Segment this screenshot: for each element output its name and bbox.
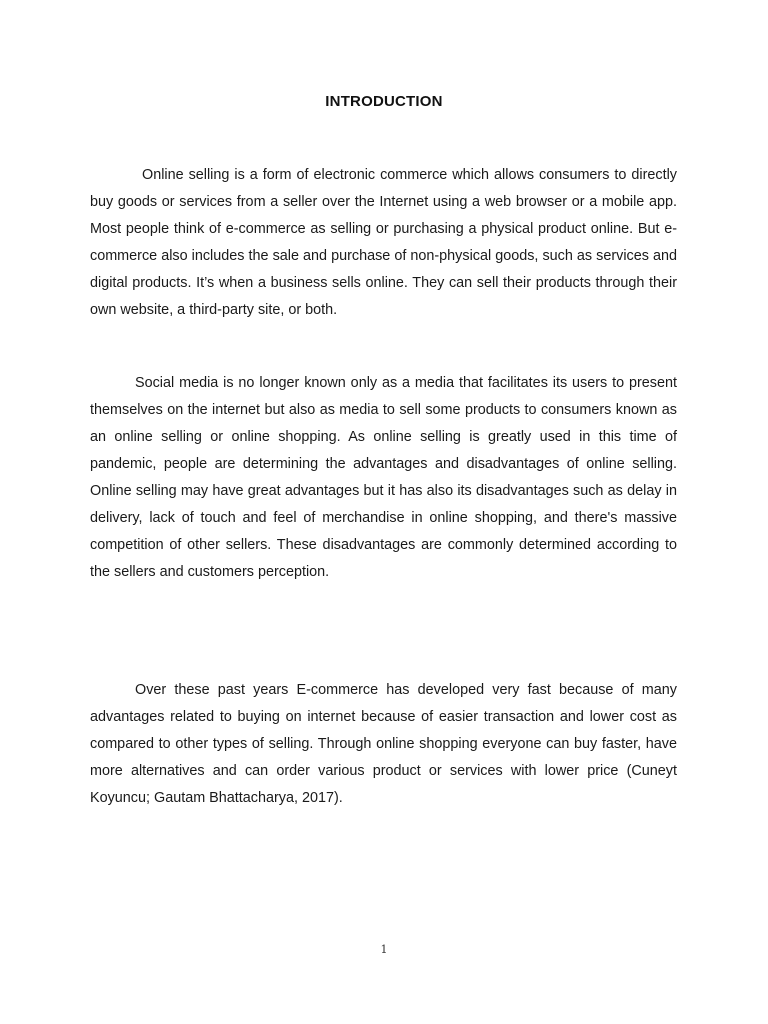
paragraph-ecommerce-growth: Over these past years E-commerce has developed very fast because of many advantages related to buying on internet because of easier transaction and lower cost as compared to other types of selling. Through online shopping everyone can buy faster, have more alternatives and can order various product or services with lower price (Cuneyt Koyuncu; Gautam Bhattacharya, 2017). [90,682,677,806]
page-title: INTRODUCTION [325,93,443,110]
paragraph-social-media: Social media is no longer known only as a media that facilitates its users to present themselves on the internet but also as media to sell some products to consumers known as an online selling or online shopping. As online selling is greatly used in this time of pandemic, people are determining the advantages and disadvantages of online selling. Online selling may have great advantages but it has also its disadvantages such as delay in delivery, lack of touch and feel of merchandise in online shopping, and there's massive competition of other sellers. These disadvantages are commonly determined according to the sellers and customers perception. [90,375,677,580]
page-number: 1 [380,943,388,956]
paragraph-online-selling: Online selling is a form of electronic commerce which allows consumers to directly buy goods or services from a seller over the Internet using a web browser or a mobile app. Most people think of e-commerce as selling or purchasing a physical product online. But e-commerce also includes the sale and purchase of non-physical goods, such as services and digital products. It’s when a business sells online. They can sell their products through their own website, a third-party site, or both. [90,167,677,318]
